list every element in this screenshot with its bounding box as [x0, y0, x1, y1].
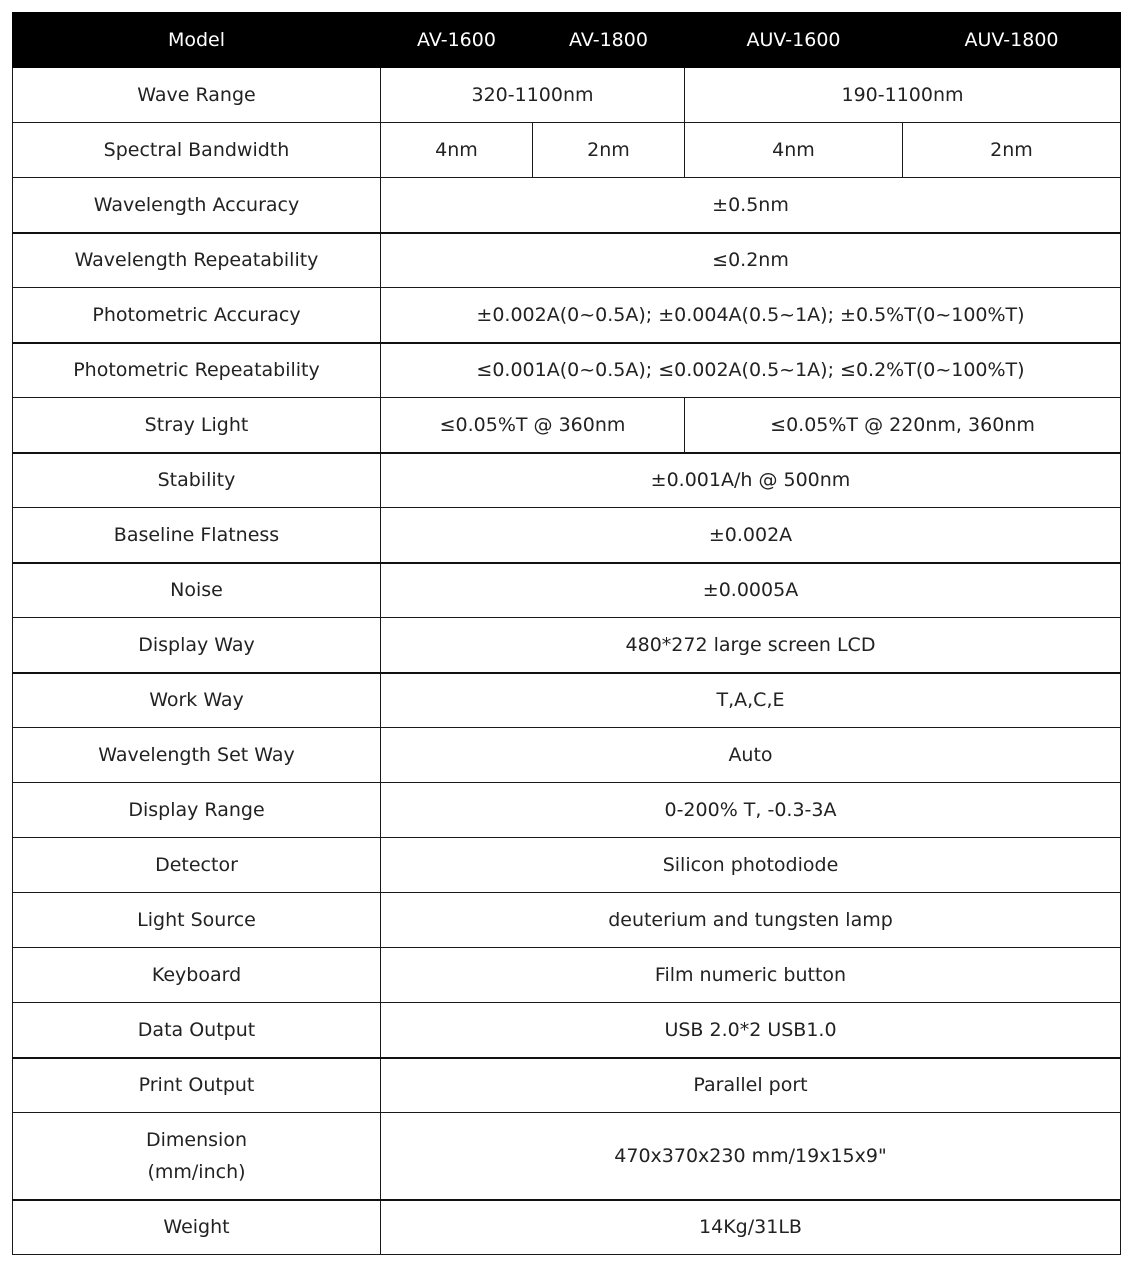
row-value: USB 2.0*2 USB1.0 [381, 1003, 1121, 1058]
row-label: Stray Light [13, 398, 381, 453]
row-spectral-bandwidth [13, 123, 1121, 178]
row-value-auv-1800: 2nm [903, 123, 1121, 178]
row-display-range [13, 783, 1121, 838]
row-value: ±0.5nm [381, 178, 1121, 233]
row-noise [13, 563, 1121, 618]
row-label: Wave Range [13, 68, 381, 123]
row-stray-light [13, 398, 1121, 453]
row-label: Noise [13, 563, 381, 618]
row-label: Data Output [13, 1003, 381, 1058]
row-value: ±0.001A/h @ 500nm [381, 453, 1121, 508]
row-value-av: 320-1100nm [381, 68, 685, 123]
row-value: 470x370x230 mm/19x15x9" [381, 1113, 1121, 1200]
row-label: Baseline Flatness [13, 508, 381, 563]
row-value-auv-1600: 4nm [685, 123, 903, 178]
row-value: T,A,C,E [381, 673, 1121, 728]
row-label-line2: (mm/inch) [147, 1160, 246, 1183]
row-value: 14Kg/31LB [381, 1200, 1121, 1255]
row-value: deuterium and tungsten lamp [381, 893, 1121, 948]
row-value: ≤0.001A(0~0.5A); ≤0.002A(0.5~1A); ≤0.2%T(0~100%T) [381, 343, 1121, 398]
row-value-auv: 190-1100nm [685, 68, 1121, 123]
row-label: Weight [13, 1200, 381, 1255]
row-value: Film numeric button [381, 948, 1121, 1003]
row-label: Wavelength Set Way [13, 728, 381, 783]
row-label: Detector [13, 838, 381, 893]
row-label: Display Range [13, 783, 381, 838]
row-label: Keyboard [13, 948, 381, 1003]
row-label-line1: Dimension [146, 1128, 247, 1151]
row-baseline-flatness [13, 508, 1121, 563]
row-wavelength-accuracy [13, 178, 1121, 233]
row-wavelength-repeatability [13, 233, 1121, 288]
header-row [13, 13, 1121, 68]
row-value: ±0.002A(0~0.5A); ±0.004A(0.5~1A); ±0.5%T(0~100%T) [381, 288, 1121, 343]
row-stability [13, 453, 1121, 508]
row-display-way [13, 618, 1121, 673]
row-value: Silicon photodiode [381, 838, 1121, 893]
row-photometric-repeatability [13, 343, 1121, 398]
row-value: 0-200% T, -0.3-3A [381, 783, 1121, 838]
row-label: Work Way [13, 673, 381, 728]
row-value-auv: ≤0.05%T @ 220nm, 360nm [685, 398, 1121, 453]
header-model-auv-1600: AUV-1600 [685, 13, 903, 68]
row-label: Spectral Bandwidth [13, 123, 381, 178]
header-model-av-1600: AV-1600 [381, 13, 533, 68]
row-value-av: ≤0.05%T @ 360nm [381, 398, 685, 453]
row-value-av-1800: 2nm [533, 123, 685, 178]
header-model-av-1800: AV-1800 [533, 13, 685, 68]
header-model-label: Model [13, 13, 381, 68]
row-photometric-accuracy [13, 288, 1121, 343]
row-label: Photometric Accuracy [13, 288, 381, 343]
row-label: Wavelength Repeatability [13, 233, 381, 288]
row-weight [13, 1200, 1121, 1255]
row-label: Light Source [13, 893, 381, 948]
row-wave-range [13, 68, 1121, 123]
row-value-av-1600: 4nm [381, 123, 533, 178]
row-dimension [13, 1113, 1121, 1200]
row-label: Photometric Repeatability [13, 343, 381, 398]
row-wavelength-set-way [13, 728, 1121, 783]
row-value: ±0.0005A [381, 563, 1121, 618]
row-print-output [13, 1058, 1121, 1113]
row-label [13, 1113, 381, 1200]
row-value: Parallel port [381, 1058, 1121, 1113]
row-value: Auto [381, 728, 1121, 783]
row-label: Display Way [13, 618, 381, 673]
row-label: Print Output [13, 1058, 381, 1113]
row-label: Wavelength Accuracy [13, 178, 381, 233]
row-value: 480*272 large screen LCD [381, 618, 1121, 673]
row-data-output [13, 1003, 1121, 1058]
spec-table [12, 12, 1121, 1255]
row-label: Stability [13, 453, 381, 508]
row-keyboard [13, 948, 1121, 1003]
header-model-auv-1800: AUV-1800 [903, 13, 1121, 68]
row-detector [13, 838, 1121, 893]
row-value: ±0.002A [381, 508, 1121, 563]
row-work-way [13, 673, 1121, 728]
row-value: ≤0.2nm [381, 233, 1121, 288]
row-light-source [13, 893, 1121, 948]
